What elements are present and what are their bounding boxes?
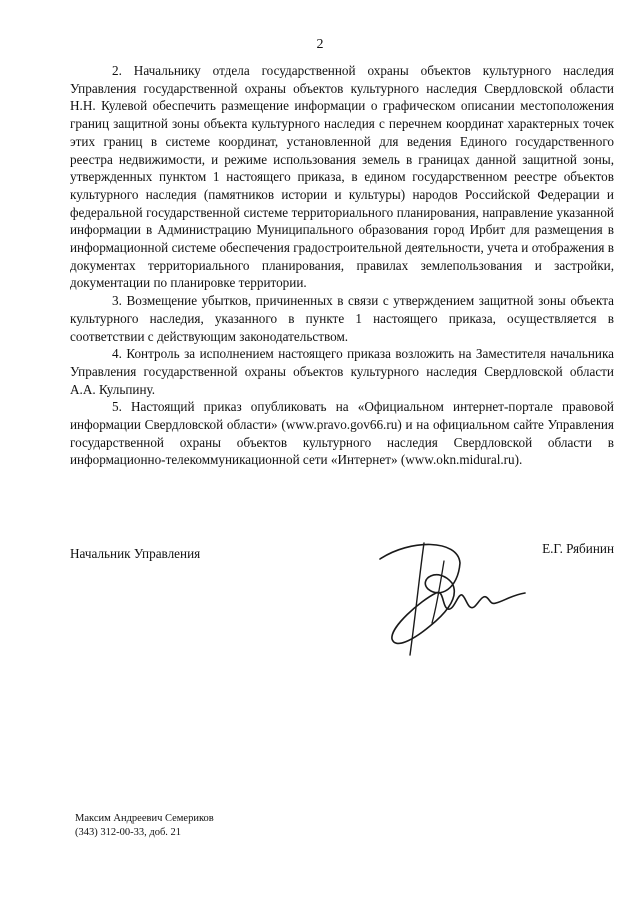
paragraph-4: 4. Контроль за исполнением настоящего приказа возложить на Заместителя начальника Управления государственной охраны объектов культурного наследия Свердловской области А.А. Кульпину. [70,346,614,397]
handwritten-signature [340,531,540,661]
paragraph-5: 5. Настоящий приказ опубликовать на «Официальном интернет-портале правовой информации Свердловской области» (www.pravo.gov66.ru) и на официальном сайте Управления государственной охраны объектов культурного наследия Свердловской области в информационно-телекоммуникационной сети «Интернет» (www.okn.midural.ru). [70,399,614,468]
executor-name: Максим Андреевич Семериков [75,813,214,824]
paragraph-2: 2. Начальнику отдела государственной охраны объектов культурного наследия Управления государственной охраны объектов культурного наследия Свердловской области Н.Н. Кулевой обеспечить размещение информации о графическом описании местоположения границ защитной зоны объекта культурного наследия с перечнем координат характерных точек этих границ в системе координат, установленной для ведения Единого государственного реестра недвижимости, и режиме использования земель в границах данной защитной зоны, утвержденных пунктом 1 настоящего приказа, в едином государственном реестре объектов культурного наследия (памятников истории и культуры) народов Российской Федерации и федеральной государственной системе территориального планирования, направление указанной информации в Администрацию Муниципального образования город Ирбит для размещения в информационной системе обеспечения градостроительной деятельности, учета и отображения в документах территориального планирования, правилах землепользования и застройки, документации по планировке территории. [70,63,614,291]
signature-block [70,541,614,661]
signatory-position: Начальник Управления [70,546,201,561]
signatory-name: Е.Г. Рябинин [542,541,614,556]
executor-info [75,812,214,840]
paragraph-3: 3. Возмещение убытков, причиненных в связи с утверждением защитной зоны объекта культурного наследия, указанного в пункте 1 настоящего приказа, осуществляется в соответствии с действующим законодательством. [70,293,614,344]
document-body [70,62,614,469]
executor-phone: (343) 312-00-33, доб. 21 [75,827,182,838]
page-number: 2 [316,37,324,52]
